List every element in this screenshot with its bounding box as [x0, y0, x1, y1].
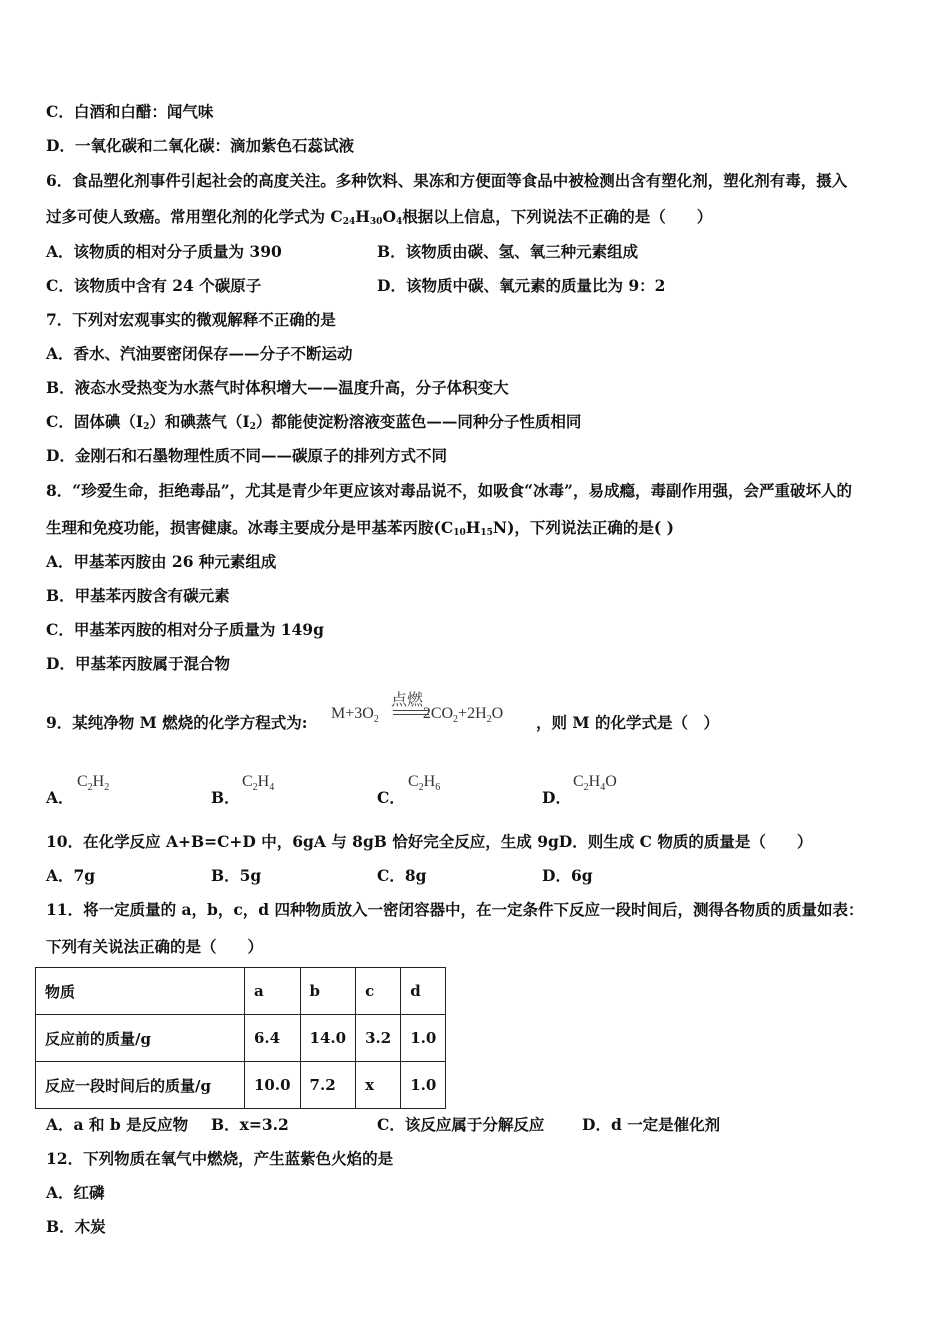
q9-option-d-label: D．: [542, 788, 571, 807]
q6-option-d: D．该物质中碳、氧元素的质量比为 9：2: [377, 276, 666, 295]
q9-option-b-label: B．: [211, 788, 240, 807]
q9-stem-prefix: 9．某纯净物 M 燃烧的化学方程式为:: [46, 713, 308, 732]
q11-option-d: D．d 一定是催化剂: [582, 1115, 721, 1134]
q6-option-c: C．该物质中含有 24 个碳原子: [46, 276, 262, 295]
q9-option-c-label: C．: [377, 788, 405, 807]
q7-option-d: D．金刚石和石墨物理性质不同——碳原子的排列方式不同: [46, 446, 447, 465]
q7-option-b: B．液态水受热变为水蒸气时体积增大——温度升高，分子体积变大: [46, 378, 509, 397]
q9-option-a-formula: $C_2H_2$: [77, 773, 110, 793]
q10-option-d: D．6g: [542, 866, 593, 885]
table-cell: b: [300, 968, 356, 1015]
table-cell: 6.4: [245, 1015, 301, 1062]
table-cell: x: [356, 1062, 401, 1109]
q11-option-b: B．x=3.2: [211, 1115, 289, 1134]
q11-mass-table: [35, 967, 446, 1109]
q10-stem: 10．在化学反应 A+B=C+D 中，6gA 与 8gB 恰好完全反应，生成 9gD．则生成 C 物质的质量是（ ）: [46, 832, 813, 851]
q10-option-a: A．7g: [46, 866, 96, 885]
table-cell: 物质: [36, 968, 245, 1015]
q12-stem: 12．下列物质在氧气中燃烧，产生蓝紫色火焰的是: [46, 1149, 394, 1168]
q12-option-a: A．红磷: [46, 1183, 105, 1202]
q6-option-a: A．该物质的相对分子质量为 390: [46, 242, 282, 261]
q11-stem-line1: 11．将一定质量的 a，b，c，d 四种物质放入一密闭容器中，在一定条件下反应一段时间后，测得各物质的质量如表：: [46, 900, 864, 919]
q9-option-d-formula: $C_2H_4O$: [573, 773, 617, 793]
table-cell: a: [245, 968, 301, 1015]
q9-condition: 点燃: [391, 692, 424, 709]
q6-option-b: B．该物质由碳、氢、氧三种元素组成: [377, 242, 639, 261]
q8-option-b: B．甲基苯丙胺含有碳元素: [46, 586, 230, 605]
q8-option-c: C．甲基苯丙胺的相对分子质量为 149g: [46, 620, 324, 639]
table-cell: 反应前的质量/g: [36, 1015, 245, 1062]
table-cell: 7.2: [300, 1062, 356, 1109]
table-cell: c: [356, 968, 401, 1015]
q11-option-a: A．a 和 b 是反应物: [46, 1115, 189, 1134]
q9-option-b-formula: $C_2H_4$: [242, 773, 275, 793]
q8-option-a: A．甲基苯丙胺由 26 种元素组成: [46, 552, 277, 571]
table-row: [36, 1062, 446, 1109]
q9-option-c-formula: $C_2H_6$: [408, 773, 441, 793]
q6-stem-line2: 过多可使人致癌。常用塑化剂的化学式为 $C_{24}H_{30}O_4$根据以上信息，下列说法不正确的是（ ）: [46, 207, 713, 227]
table-row: [36, 1015, 446, 1062]
q8-stem-line1: 8．“珍爱生命，拒绝毒品”，尤其是青少年更应该对毒品说不，如吸食“冰毒”，易成瘾，毒副作用强，会严重破坏人的: [46, 481, 852, 500]
q6-stem-line1: 6．食品塑化剂事件引起社会的高度关注。多种饮料、果冻和方便面等食品中被检测出含有塑化剂，塑化剂有毒，摄入: [46, 171, 848, 190]
table-cell: 10.0: [245, 1062, 301, 1109]
q9-option-a-label: A．: [46, 788, 74, 807]
q11-option-c: C．该反应属于分解反应: [377, 1115, 545, 1134]
table-cell: 1.0: [401, 1062, 446, 1109]
q5-option-c: C．白酒和白醋：闻气味: [46, 102, 214, 121]
q9-equation: $M+3O_2$ $2CO_2+2H_2O$: [331, 705, 504, 725]
q9-stem-suffix: ，则 M 的化学式是（ ）: [536, 713, 719, 732]
table-cell: 14.0: [300, 1015, 356, 1062]
table-header-row: [36, 968, 446, 1015]
q7-option-c: C．固体碘$(I_2)$和碘蒸气$(I_2)$都能使淀粉溶液变蓝色——同种分子性质相同: [46, 412, 582, 432]
q8-stem-line2: 生理和免疫功能，损害健康。冰毒主要成分是甲基苯丙胺$(C_{10}H_{15}N)$，下列说法正确的是( ): [46, 518, 674, 538]
q11-stem-line2: 下列有关说法正确的是（ ）: [46, 937, 264, 956]
table-cell: 3.2: [356, 1015, 401, 1062]
q10-option-c: C．8g: [377, 866, 427, 885]
q7-option-a: A．香水、汽油要密闭保存——分子不断运动: [46, 344, 353, 363]
q7-stem: 7．下列对宏观事实的微观解释不正确的是: [46, 310, 336, 329]
q8-option-d: D．甲基苯丙胺属于混合物: [46, 654, 230, 673]
q10-option-b: B．5g: [211, 866, 262, 885]
table-cell: 1.0: [401, 1015, 446, 1062]
table-cell: d: [401, 968, 446, 1015]
table-cell: 反应一段时间后的质量/g: [36, 1062, 245, 1109]
q5-option-d: D．一氧化碳和二氧化碳：滴加紫色石蕊试液: [46, 136, 354, 155]
q12-option-b: B．木炭: [46, 1217, 106, 1236]
